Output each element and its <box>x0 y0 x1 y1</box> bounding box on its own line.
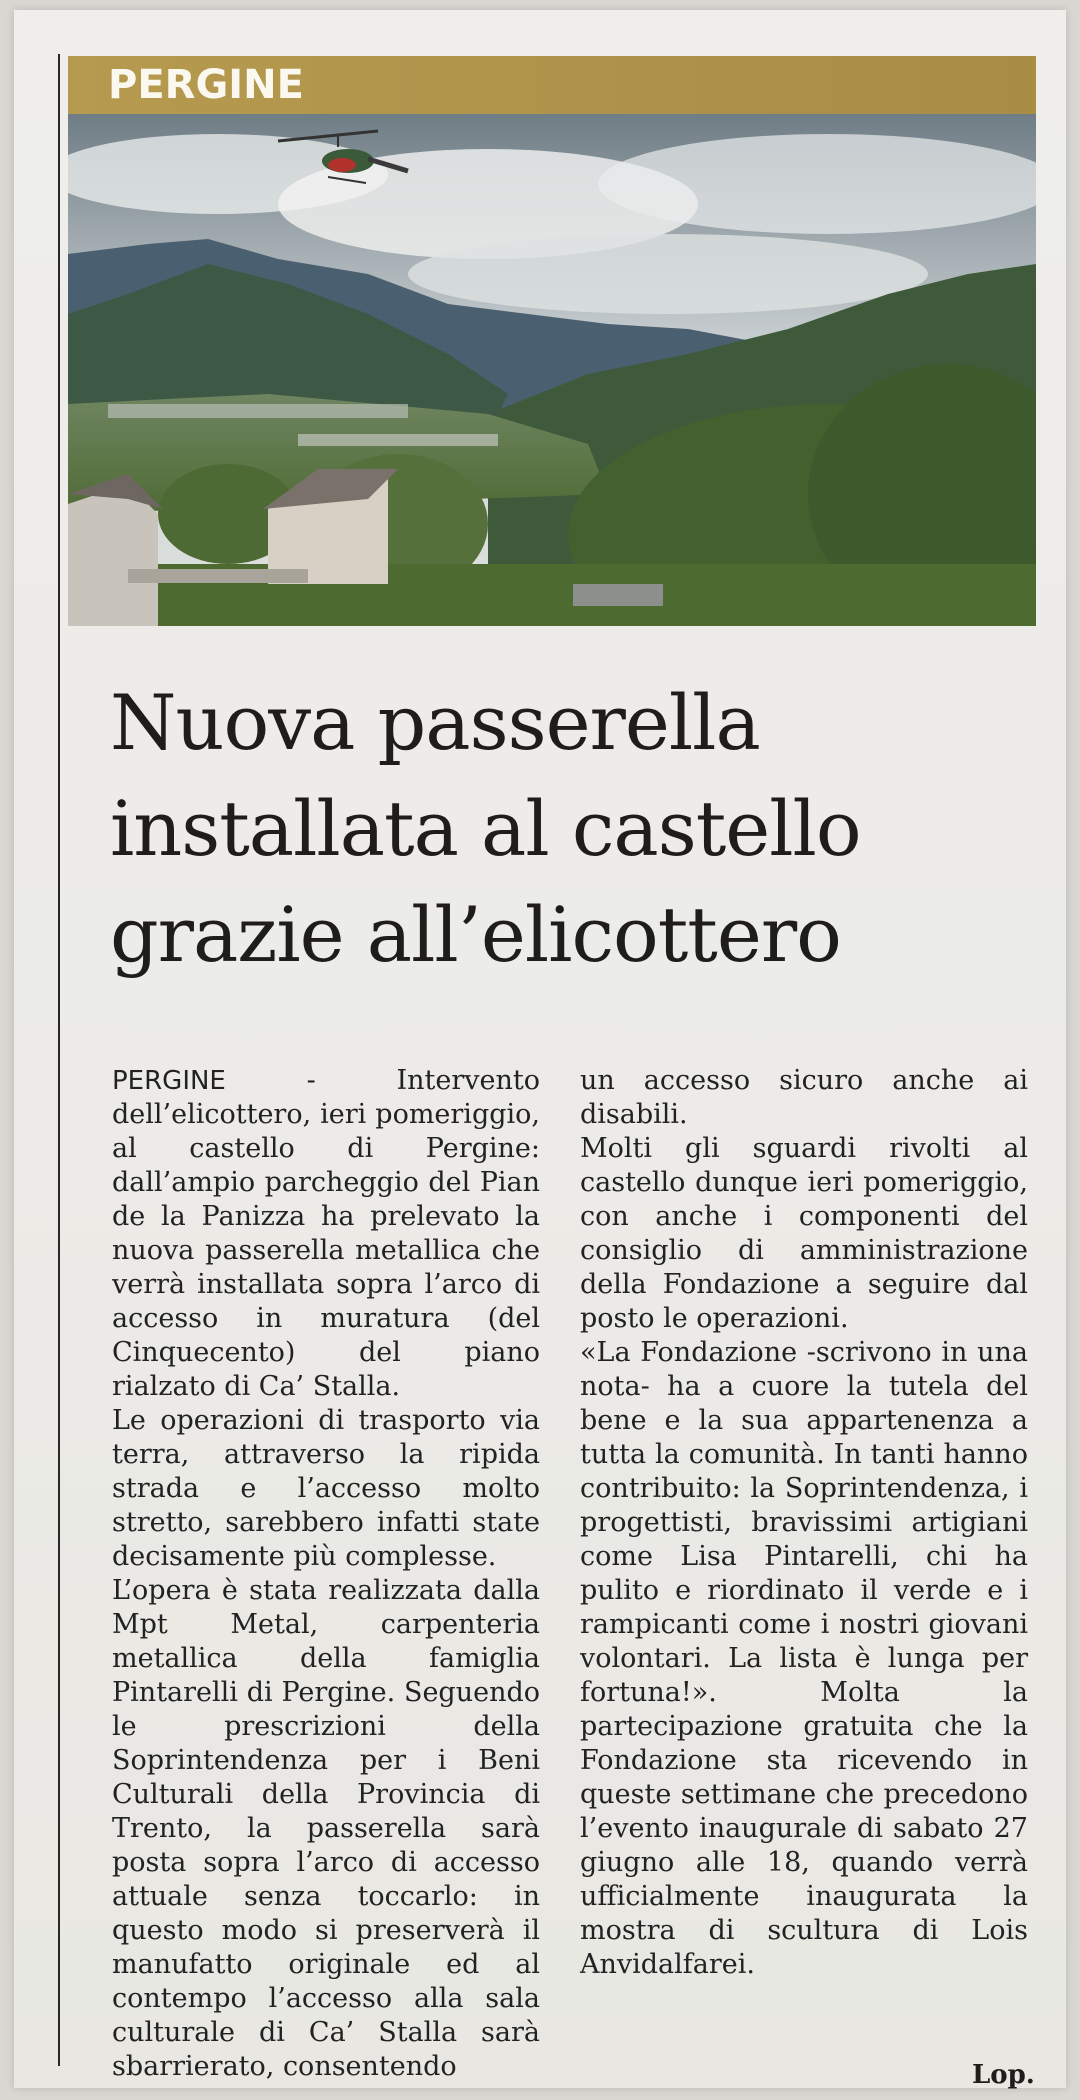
column-rule <box>58 54 60 2066</box>
headline-line: installata al castello <box>110 784 861 873</box>
paragraph: Le operazioni di trasporto via terra, attraverso la ripida strada e l’accesso molto stretto, sarebbero infatti state decisamente più complesse. <box>112 1405 540 1572</box>
article-column-left <box>112 1064 540 2084</box>
paragraph: «La Fondazione -scrivono in una nota- ha a cuore la tutela del bene e la sua appartenenza a tutta la comunità. In tanti hanno contribuito: la Soprintendenza, i progettisti, bravissimi artigiani come Lisa Pintarelli, chi ha pulito e riordinato il verde e i rampicanti come i nostri giovani volontari. La lista è lunga per fortuna!». Molta la partecipazione gratuita che la Fondazione sta ricevendo in queste settimane che precedono l’evento inaugurale di sabato 27 giugno alle 18, quando verrà ufficialmente inaugurata la mostra di scultura di Lois Anvidalfarei. <box>580 1337 1028 1980</box>
building <box>68 484 158 626</box>
dateline: PERGINE <box>112 1066 226 1096</box>
newspaper-page <box>14 10 1066 2088</box>
article-photo <box>68 114 1036 626</box>
paragraph-text: - Intervento dell’elicottero, ieri pomeriggio, al castello di Pergine: dall’ampio parcheggio del Pian de la Panizza ha prelevato la nuova passerella metallica che verrà installata sopra l’arco di accesso in muratura (del Cinquecento) del piano rialzato di Ca’ Stalla. <box>112 1065 540 1402</box>
roof-small <box>573 584 663 606</box>
paragraph: un accesso sicuro anche ai disabili. <box>580 1065 1028 1130</box>
village <box>108 404 408 418</box>
cloud <box>408 234 928 314</box>
article-column-right <box>580 1064 1028 1982</box>
headline <box>110 670 1040 988</box>
headline-line: grazie all’elicottero <box>110 890 841 979</box>
paragraph: Molti gli sguardi rivolti al castello dunque ieri pomeriggio, con anche i componenti del consiglio di amministrazione della Fondazione a seguire dal posto le operazioni. <box>580 1133 1028 1334</box>
paragraph: L’opera è stata realizzata dalla Mpt Metal, carpenteria metallica della famiglia Pintarelli di Pergine. Seguendo le prescrizioni della Soprintendenza per i Beni Culturali della Provincia di Trento, la passerella sarà posta sopra l’arco di accesso attuale senza toccarlo: in questo modo si preserverà il manufatto originale ed al contempo l’accesso alla sala culturale di Ca’ Stalla sarà sbarrierato, consentendo <box>112 1575 540 2082</box>
landscape-illustration <box>68 114 1036 626</box>
village <box>298 434 498 446</box>
headline-line: Nuova passerella <box>110 678 760 767</box>
author-signature: Lop. <box>972 2060 1035 2090</box>
paragraph <box>112 1064 540 1404</box>
section-label: PERGINE <box>108 62 304 108</box>
wall <box>128 569 308 583</box>
section-band <box>68 56 1036 114</box>
